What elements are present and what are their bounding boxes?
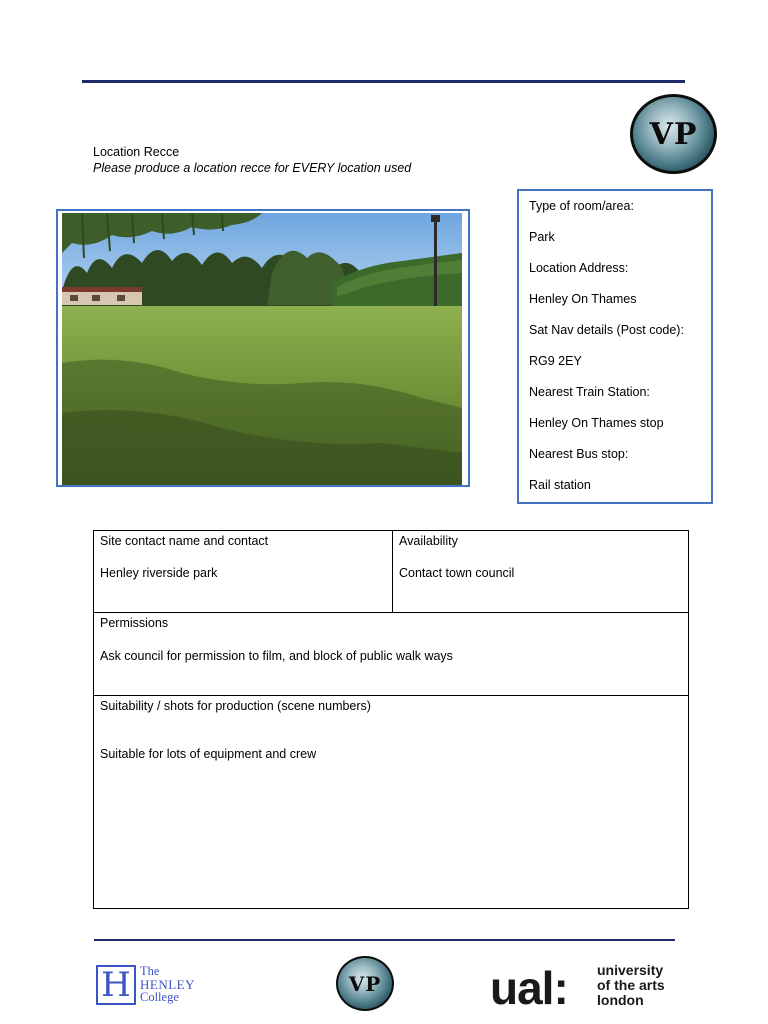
- vp-logo-text: VP: [649, 116, 698, 152]
- suitability-cell: [94, 696, 689, 909]
- permissions-cell: [94, 613, 689, 696]
- permissions-value: Ask council for permission to film, and block of public walk ways: [100, 649, 453, 663]
- henley-line-3: College: [140, 990, 179, 1004]
- page-title: Location Recce: [93, 145, 180, 159]
- location-details-box: [517, 189, 713, 504]
- address-value: Henley On Thames: [529, 292, 637, 306]
- contact-cell: [94, 531, 393, 613]
- ual-line-1: university: [597, 962, 664, 978]
- ual-line-2: of the arts: [597, 977, 665, 993]
- contact-value: Henley riverside park: [100, 566, 218, 580]
- henley-wordmark: [140, 965, 195, 1004]
- availability-cell: [393, 531, 689, 613]
- ual-line-3: london: [597, 992, 644, 1008]
- train-station-label: Nearest Train Station:: [529, 385, 650, 399]
- availability-value: Contact town council: [399, 566, 515, 580]
- ual-mark: ual:: [490, 962, 568, 1014]
- recce-table: [93, 530, 689, 909]
- room-type-label: Type of room/area:: [529, 199, 634, 213]
- footer-rule: [94, 939, 675, 941]
- bus-stop-value: Rail station: [529, 478, 591, 492]
- location-photo-frame: [56, 209, 470, 487]
- room-type-value: Park: [529, 230, 555, 244]
- satnav-label: Sat Nav details (Post code):: [529, 323, 684, 337]
- satnav-value: RG9 2EY: [529, 354, 582, 368]
- permissions-label: Permissions: [100, 616, 169, 630]
- suitability-label: Suitability / shots for production (scene numbers): [100, 699, 371, 713]
- suitability-value: Suitable for lots of equipment and crew: [100, 747, 317, 761]
- henley-line-1: The: [140, 964, 160, 978]
- location-photo: [62, 213, 462, 485]
- vp-logo-footer: [336, 956, 394, 1011]
- henley-mark-icon: H: [96, 965, 136, 1005]
- henley-line-2: HENLEY: [140, 977, 195, 992]
- vp-logo: [630, 94, 717, 174]
- ual-logo: [490, 962, 680, 1014]
- address-label: Location Address:: [529, 261, 629, 275]
- ual-wordmark: [597, 963, 665, 1008]
- vp-logo-footer-text: VP: [348, 971, 382, 996]
- contact-label: Site contact name and contact: [100, 534, 269, 548]
- henley-college-logo: [96, 965, 196, 1007]
- header-rule: [82, 80, 685, 83]
- page-instructions: Please produce a location recce for EVERY location used: [93, 161, 412, 175]
- availability-label: Availability: [399, 534, 458, 548]
- bus-stop-label: Nearest Bus stop:: [529, 447, 629, 461]
- train-station-value: Henley On Thames stop: [529, 416, 664, 430]
